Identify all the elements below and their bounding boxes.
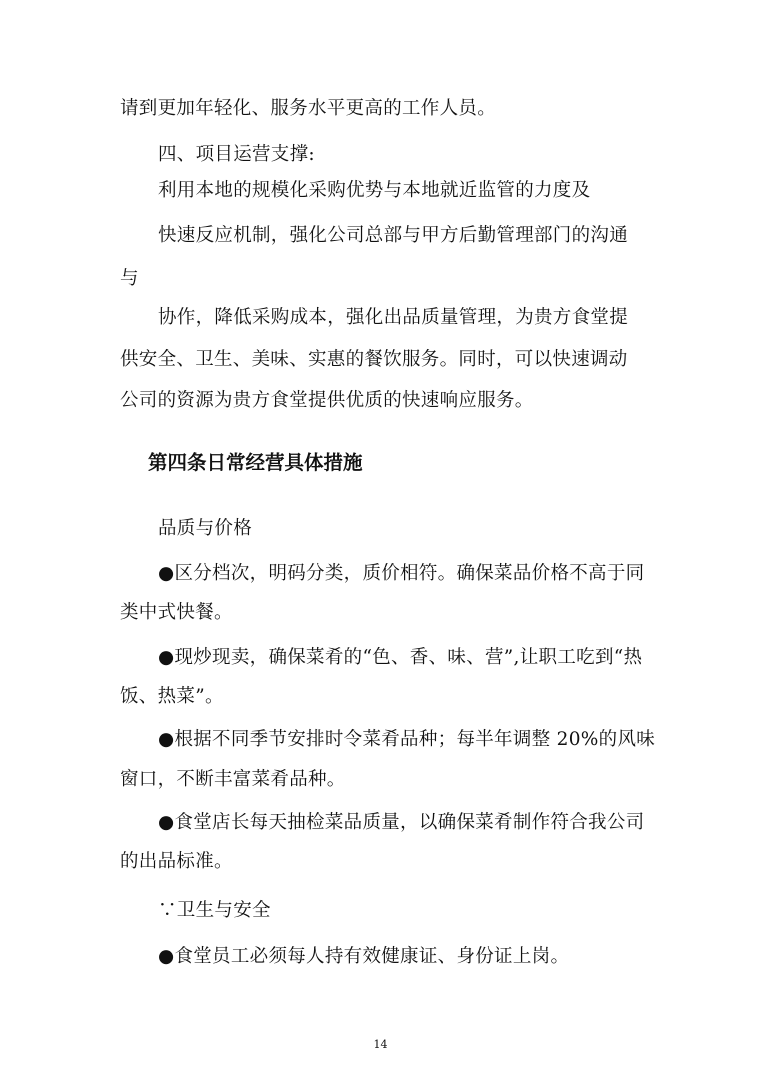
paragraph-line: 协作，降低采购成本，强化出品质量管理，为贵方食堂提 xyxy=(158,307,629,328)
bullet-line: ●根据不同季节安排时令菜肴品种；每半年调整 20%的风味 xyxy=(158,729,656,750)
paragraph-line: 请到更加年轻化、服务水平更高的工作人员。 xyxy=(120,98,497,119)
subsection-title: ∵卫生与安全 xyxy=(158,900,271,921)
subsection-title: 品质与价格 xyxy=(158,518,253,539)
paragraph-line: 公司的资源为贵方食堂提供优质的快速响应服务。 xyxy=(120,390,534,411)
bullet-line: ●区分档次，明码分类，质价相符。确保菜品价格不高于同 xyxy=(158,563,645,584)
paragraph-line: 与 xyxy=(120,268,139,289)
bullet-line: ●食堂员工必须每人持有效健康证、身份证上岗。 xyxy=(158,946,570,967)
bullet-continuation: 类中式快餐。 xyxy=(120,602,233,623)
section-title: 第四条日常经营具体措施 xyxy=(148,451,363,474)
bullet-line: ●现炒现卖，确保菜肴的“色、香、味、营”,让职工吃到“热 xyxy=(158,647,643,668)
bullet-continuation: 饭、热菜”。 xyxy=(120,686,224,707)
bullet-continuation: 窗口，不断丰富菜肴品种。 xyxy=(120,769,346,790)
paragraph-line: 快速反应机制，强化公司总部与甲方后勤管理部门的沟通 xyxy=(158,225,629,246)
page-number: 14 xyxy=(373,1038,388,1051)
paragraph-line: 利用本地的规模化采购优势与本地就近监管的力度及 xyxy=(158,180,591,201)
section-subheading: 四、项目运营支撑: xyxy=(158,144,315,165)
bullet-continuation: 的出品标准。 xyxy=(120,851,233,872)
bullet-line: ●食堂店长每天抽检菜品质量，以确保菜肴制作符合我公司 xyxy=(158,812,645,833)
paragraph-line: 供安全、卫生、美味、实惠的餐饮服务。同时，可以快速调动 xyxy=(120,349,628,370)
